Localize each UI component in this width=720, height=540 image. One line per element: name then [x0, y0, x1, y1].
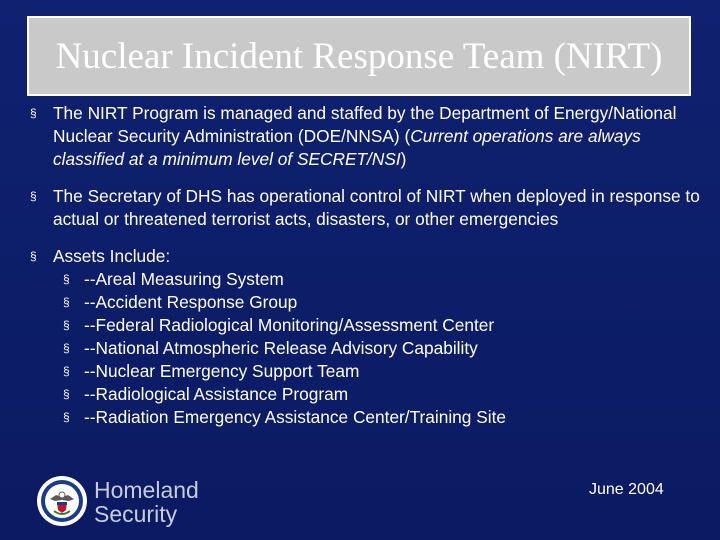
- homeland-security-logo: [36, 474, 226, 530]
- asset-text: --Accident Response Group: [84, 292, 298, 312]
- asset-item: [53, 383, 700, 406]
- wordmark: [94, 478, 199, 526]
- bullet-item: [30, 185, 700, 231]
- sub-bullet-marker: §: [63, 410, 70, 424]
- bullet-marker: §: [30, 249, 37, 263]
- bullet-text: Assets Include:: [53, 246, 171, 266]
- asset-item: [53, 291, 700, 314]
- bullet-marker: §: [30, 106, 37, 120]
- slide-date: June 2004: [589, 481, 664, 498]
- asset-text: --Nuclear Emergency Support Team: [84, 361, 360, 381]
- bullet-list: [30, 102, 700, 429]
- title-box: [27, 16, 691, 96]
- asset-item: [53, 314, 700, 337]
- asset-text: --Radiological Assistance Program: [84, 384, 349, 404]
- sub-bullet-marker: §: [63, 272, 70, 286]
- sub-bullet-marker: §: [63, 295, 70, 309]
- bullet-item: [30, 245, 700, 429]
- slide-title: Nuclear Incident Response Team (NIRT): [55, 35, 663, 77]
- bullet-text: The NIRT Program is managed and staffed by the Department of Energy/National Nuclear Security Administration (DOE/NNSA) (: [53, 103, 677, 146]
- asset-item: [53, 360, 700, 383]
- wordmark-line-2: Security: [94, 501, 178, 527]
- asset-item: [53, 268, 700, 291]
- sub-bullet-marker: §: [63, 387, 70, 401]
- asset-text: --National Atmospheric Release Advisory Capability: [84, 338, 478, 358]
- dhs-seal-icon: [36, 475, 88, 527]
- sub-bullet-marker: §: [63, 341, 70, 355]
- bullet-item: [30, 102, 700, 171]
- sub-bullet-marker: §: [63, 318, 70, 332]
- asset-text: --Radiation Emergency Assistance Center/Training Site: [84, 407, 506, 427]
- bullet-tail: ): [400, 149, 407, 169]
- asset-item: [53, 406, 700, 429]
- asset-text: --Areal Measuring System: [84, 269, 284, 289]
- bullet-text: The Secretary of DHS has operational control of NIRT when deployed in response to actual or threatened terrorist acts, disasters, or other emergencies: [53, 186, 700, 229]
- sub-bullet-marker: §: [63, 364, 70, 378]
- asset-text: --Federal Radiological Monitoring/Assessment Center: [84, 315, 495, 335]
- bullet-marker: §: [30, 189, 37, 203]
- asset-list: [53, 268, 700, 429]
- asset-item: [53, 337, 700, 360]
- bullet-emphasis: Current operations are always classified at a minimum level of SECRET/NSI: [53, 126, 641, 169]
- wordmark-line-1: Homeland: [94, 477, 199, 503]
